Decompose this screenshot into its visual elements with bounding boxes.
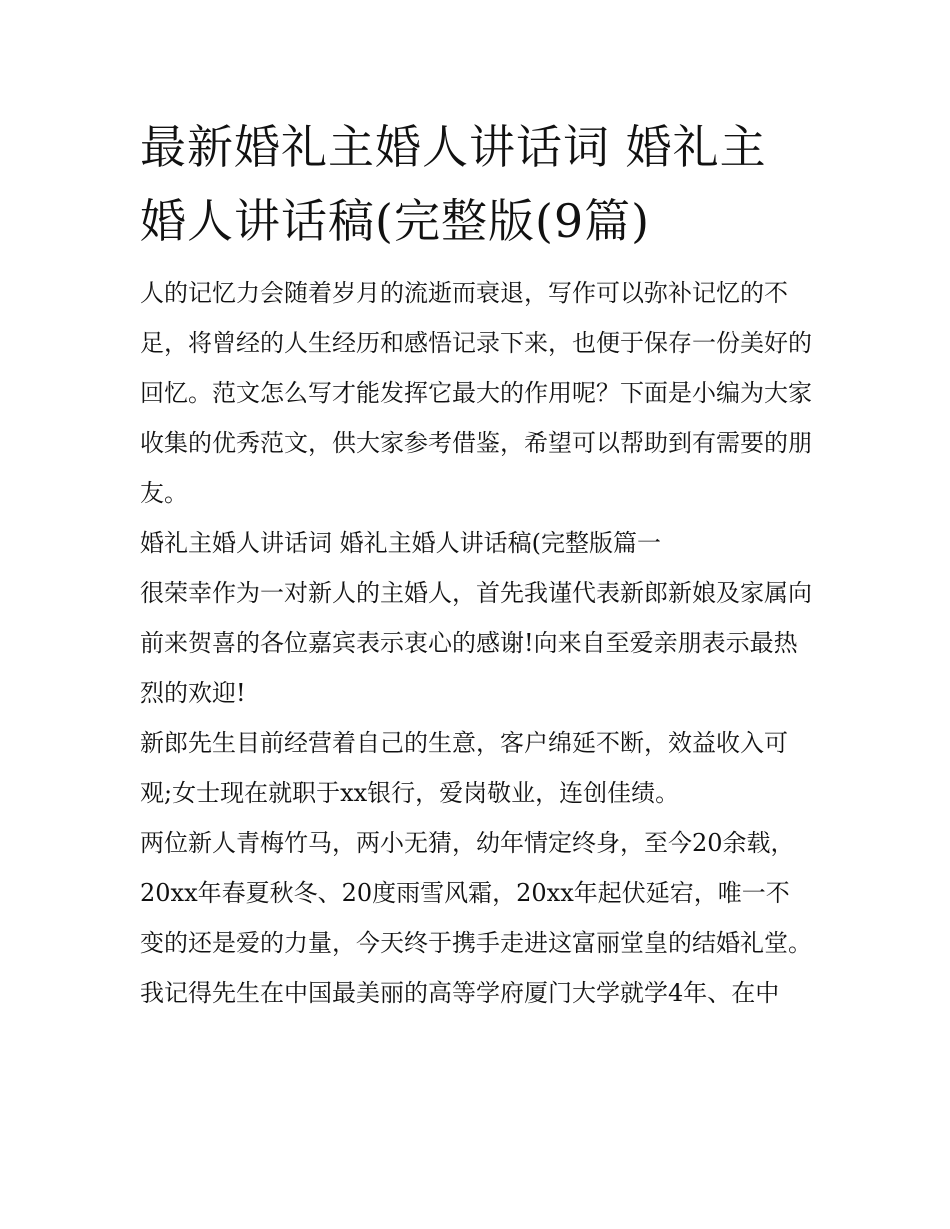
document-body <box>140 268 812 1018</box>
body-paragraph: 我记得先生在中国最美丽的高等学府厦门大学就学4年、在中 <box>140 979 780 1007</box>
body-paragraph: 很荣幸作为一对新人的主婚人，首先我谨代表新郎新娘及家属向前来贺喜的各位嘉宾表示衷心的感谢!向来自至爱亲朋表示最热烈的欢迎! <box>140 579 812 707</box>
section-heading: 婚礼主婚人讲话词 婚礼主婚人讲话稿(完整版篇一 <box>140 529 661 557</box>
document-title: 最新婚礼主婚人讲话词 婚礼主婚人讲话稿(完整版(9篇) <box>140 120 767 248</box>
body-paragraph: 两位新人青梅竹马，两小无猜，幼年情定终身，至今20余载，20xx年春夏秋冬、20度雨雪风霜，20xx年起伏延宕，唯一不变的还是爱的力量，今天终于携手走进这富丽堂皇的结婚礼堂。 <box>140 829 812 957</box>
body-paragraph: 新郎先生目前经营着自己的生意，客户绵延不断，效益收入可观;女士现在就职于xx银行，爱岗敬业，连创佳绩。 <box>140 729 788 807</box>
intro-paragraph: 人的记忆力会随着岁月的流逝而衰退，写作可以弥补记忆的不足，将曾经的人生经历和感悟记录下来，也便于保存一份美好的回忆。范文怎么写才能发挥它最大的作用呢？下面是小编为大家收集的优秀范文，供大家参考借鉴，希望可以帮助到有需要的朋友。 <box>140 279 812 507</box>
